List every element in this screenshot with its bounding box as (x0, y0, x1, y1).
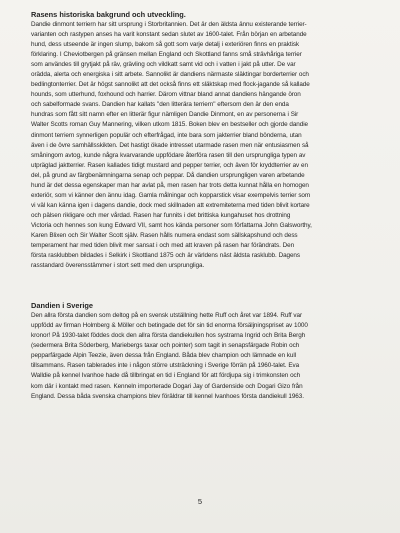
section-title-sweden: Dandien i Sverige (31, 301, 94, 311)
section-spacer (31, 271, 386, 301)
page-number: 5 (197, 497, 203, 506)
sweden-paragraph: Den allra första dandien som deltog på en svensk utställning hette Ruff och året var 1894. Ruff var uppfödd av firman Holmberg & Möller och betingade det för sin tid enorma försäljningspriset av 1000 kronor! På 1930-talet föddes dock den allra första dandiekullen hos systrarna Ingrid och Brita Bergh (sedermera Brita Söderberg, Mariebergs taxar och pointer) som tagit in senapsfärgade Robin och pepparfärgade Alpin Teezie, även dessa från England. Båda blev champion och lämnade en kull tillsammans. Rasen tablerades inte i någon större utsträckning i Sverige förrän på 1960-talet. Eva Walldie på kennel Ivanhoe hade då tillbringat en tid i England för att fördjupa sig i trimkonsten och kom där i kontakt med rasen. Kenneln importerade Dogari Jay of Gardenside och Dogari Gizo från England. Dessa båda svenska champions blev föräldrar till kennel Ivanhoes första dandiekull 1963. (31, 312, 308, 400)
history-paragraph: Dandie dinmont terriern har sitt ursprung i Storbritannien. Det är den äldsta ännu existerande terrier- varianten och rastypen anses ha varit konstant sedan slutet av 1600-talet. Från början en arbetande hund, dess utseende är ingen slump, bakom så gott som varje detalj i exteriören finns en praktisk förklaring. I Cheviotbergen på gränsen mellan England och Skottland fanns små strävhåriga terrier som användes till grytjakt på räv, grävling och vildkatt samt vid och i vatten i jakt på utter. De var orädda, alerta och energiska i sitt arbete. Sannolikt är dandiens närmaste släktingar borderterrier och bedlingtonterrier. Det är högst sannolikt att det också finns ett släktskap med flock-jagande så kallade hounds, som utterhund, foxhound och harrier. Därom vittnar bland annat dandiens hängande öron och sabelformade svans. Dandien har kallats "den litterära terriern" eftersom den är den enda hundras som fått sitt namn efter en litterär figur nämligen Dandie Dinmont, en av personerna i Sir Walter Scotts roman Guy Mannering, vilken utkom 1815. Boken blev en bestseller och gjorde dandie dinmont terriern synnerligen populär och efterfrågad, inte bara som jakterrier bland bönderna, utan även i de övre samhällsskikten. Det hastigt ökade intresset utarmade rasen men när entusiasmen så småningom avtog, kunde några kvarvarande uppfödare återföra rasen till den ursprungliga typen av utpräglad jaktterrier. Rasen kallades tidigt mustard and pepper terrier, och även för kryddterrier av en del, på grund av färgbenämningarna senap och peppar. Då dandien ursprungligen varen arbetande hund är det dessa egenskaper man har avlat på, men rasen har trots detta kunnat hålla en homogen exteriör, som vi känner den ännu idag. Gamla målningar och kopparstick visar exempelvis terrier som vi väl kan känna igen i dagens dandie, dock med skillnaden att extremiteterna med tiden blivit kortare och pälsen rikligare och mer vårdad. Rasen har funnits i det brittiska kungahuset hos drottning Victoria och hennes son kung Edward VII, samt hos kända personer som författarna John Galsworthy, Karen Blixen och Sir Walter Scott själv. Rasen hålls numera endast som sällskapshund och dess temperament har med tiden blivit mer sansat i och med att kraven på rasen har förändrats. Den första rasklubben bildades i Selkirk i Skottland 1875 och är världens näst äldsta rasklubb. Dagens rasstandard överensstämmer i stort sett med den ursprungliga. (31, 21, 312, 270)
section-title-history: Rasens historiska bakgrund och utveckling. (31, 10, 186, 19)
